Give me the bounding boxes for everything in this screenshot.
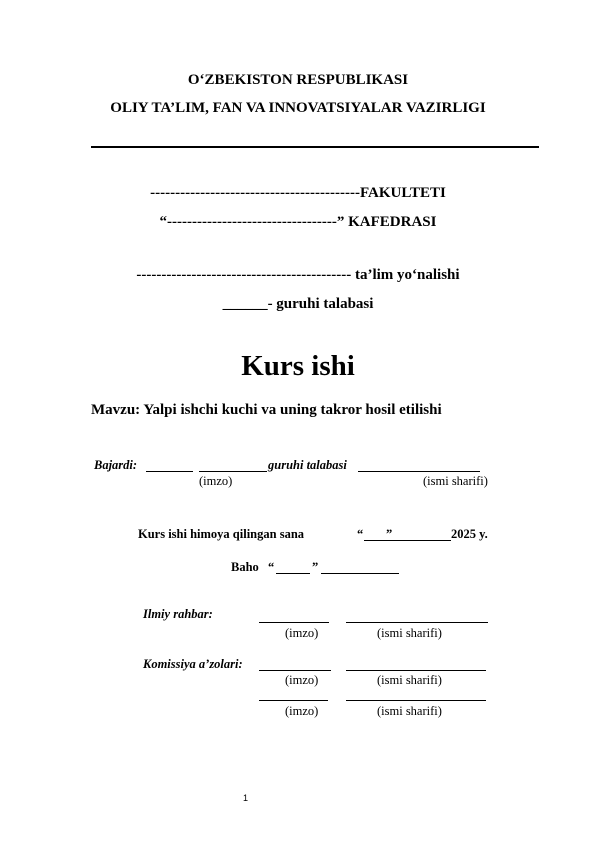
defense-label: Kurs ishi himoya qilingan sana [138, 527, 305, 541]
department-line: “----------------------------------” KAFEDRASI [159, 214, 437, 230]
faculty-line: ------------------------------------------FAKULTETI [150, 185, 446, 201]
performer-group-line [199, 471, 267, 472]
grade-close-quote: ” [312, 560, 319, 574]
commission-sign-line-1 [259, 670, 331, 671]
supervisor-name-line [346, 622, 488, 623]
defense-day-line [364, 540, 385, 541]
commission-name-line-2 [346, 700, 486, 701]
ministry-heading: OLIY TA’LIM, FAN VA INNOVATSIYALAR VAZIRLIGI [110, 100, 486, 116]
defense-close-quote: ” [386, 527, 393, 541]
supervisor-label: Ilmiy rahbar: [143, 607, 213, 621]
performer-sign-line [146, 471, 193, 472]
commission-label: Komissiya a’zolari: [143, 657, 243, 671]
supervisor-name-caption: (ismi sharifi) [377, 626, 442, 640]
topic-line: Mavzu: Yalpi ishchi kuchi va uning takror hosil etilishi [91, 402, 442, 418]
direction-line: ------------------------------------------- ta’lim yo‘nalishi [136, 267, 460, 283]
group-line: ______- guruhi talabasi [222, 296, 374, 312]
page-number: 1 [243, 793, 249, 803]
performer-sign-caption: (imzo) [199, 474, 233, 488]
document-title: Kurs ishi [241, 350, 355, 382]
grade-label: Baho [231, 560, 259, 574]
performer-name-line [358, 471, 480, 472]
grade-text-line [321, 573, 399, 574]
country-heading: O‘ZBEKISTON RESPUBLIKASI [187, 72, 409, 88]
defense-month-line [385, 540, 451, 541]
supervisor-sign-line [259, 622, 329, 623]
commission-name-line-1 [346, 670, 486, 671]
performer-label: Bajardi: [94, 458, 138, 472]
commission-sign-line-2 [259, 700, 328, 701]
defense-open-quote: “ [357, 527, 364, 541]
commission-sign-caption-1: (imzo) [285, 673, 319, 687]
commission-name-caption-2: (ismi sharifi) [377, 704, 442, 718]
performer-name-caption: (ismi sharifi) [423, 474, 488, 488]
grade-value-line [276, 573, 310, 574]
header-divider [91, 146, 539, 148]
commission-sign-caption-2: (imzo) [285, 704, 319, 718]
defense-year: 2025 y. [451, 527, 488, 541]
commission-name-caption-1: (ismi sharifi) [377, 673, 442, 687]
supervisor-sign-caption: (imzo) [285, 626, 319, 640]
grade-open-quote: “ [268, 560, 275, 574]
performer-group-label: guruhi talabasi [268, 458, 347, 472]
